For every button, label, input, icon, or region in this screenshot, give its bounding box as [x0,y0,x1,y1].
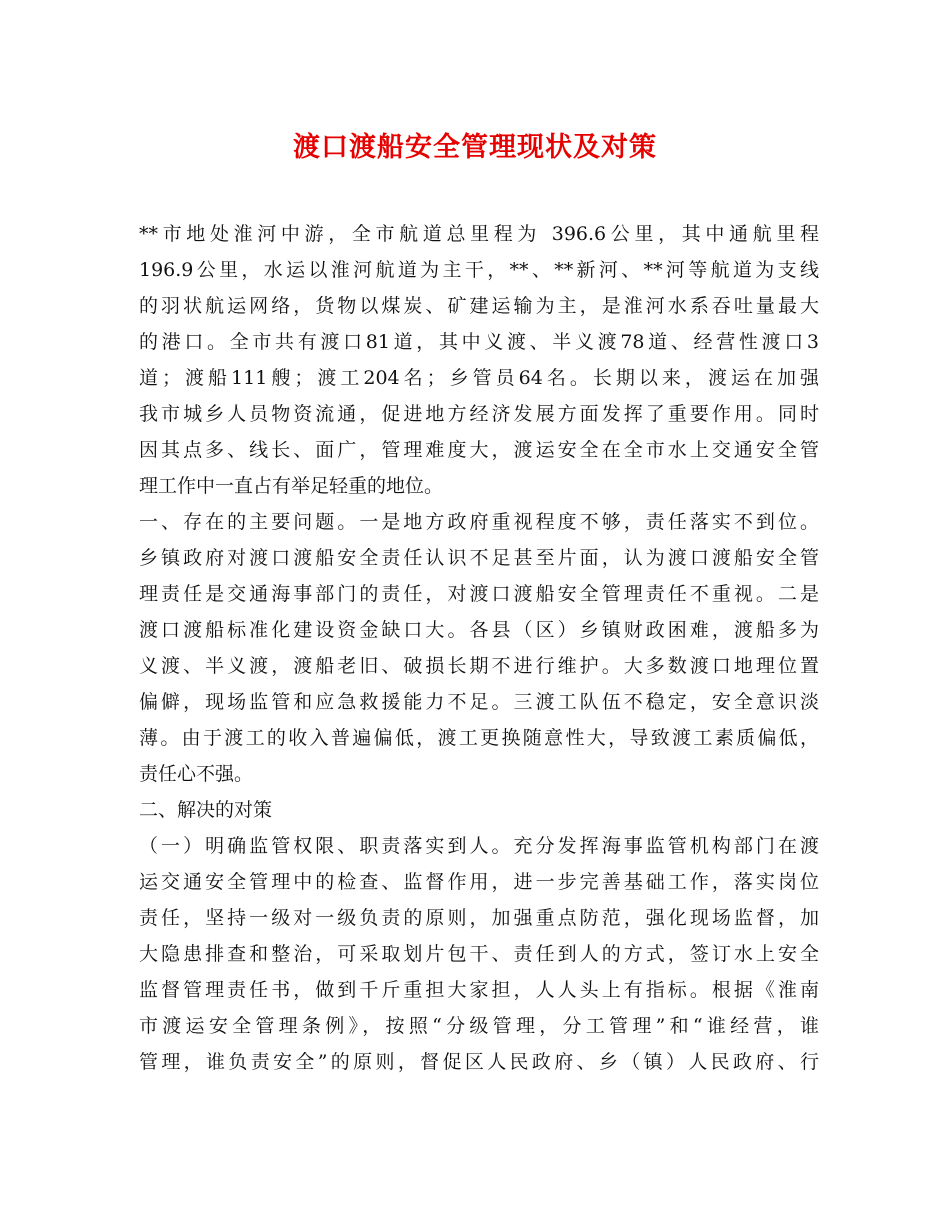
body-line: 的港口。全市共有渡口81道，其中义渡、半义渡78道、经营性渡口3 [139,331,819,353]
body-line: 责任，坚持一级对一级负责的原则，加强重点防范，强化现场监督，加 [139,907,819,929]
body-line: 道；渡船111艘；渡工204名；乡管员64名。长期以来，渡运在加强 [139,367,819,389]
body-line: 管理，谁负责安全”的原则，督促区人民政府、乡（镇）人民政府、行 [139,1051,819,1073]
body-line: 一、存在的主要问题。一是地方政府重视程度不够，责任落实不到位。 [139,511,819,533]
body-line: 理工作中一直占有举足轻重的地位。 [139,475,444,497]
body-line: 偏僻，现场监管和应急救援能力不足。三渡工队伍不稳定，安全意识淡 [139,691,819,713]
body-line: 监督管理责任书，做到千斤重担大家担，人人头上有指标。根据《淮南 [139,979,819,1001]
body-line: 市渡运安全管理条例》，按照“分级管理，分工管理”和“谁经营，谁 [139,1015,819,1037]
body-line: （一）明确监管权限、职责落实到人。充分发挥海事监管机构部门在渡 [139,835,819,857]
body-line: **市地处淮河中游，全市航道总里程为 396.6公里，其中通航里程 [139,223,819,245]
body-line: 二、解决的对策 [139,799,273,821]
document-title: 渡口渡船安全管理现状及对策 [293,132,657,163]
body-line: 乡镇政府对渡口渡船安全责任认识不足甚至片面，认为渡口渡船安全管 [139,547,819,569]
body-line: 理责任是交通海事部门的责任，对渡口渡船安全管理责任不重视。二是 [139,583,819,605]
document-body [139,216,819,1080]
body-line: 薄。由于渡工的收入普遍偏低，渡工更换随意性大，导致渡工素质偏低， [139,727,819,749]
body-line: 运交通安全管理中的检查、监督作用，进一步完善基础工作，落实岗位 [139,871,819,893]
body-line: 我市城乡人员物资流通，促进地方经济发展方面发挥了重要作用。同时 [139,403,819,425]
body-line: 渡口渡船标准化建设资金缺口大。各县（区）乡镇财政困难，渡船多为 [139,619,819,641]
body-line: 大隐患排查和整治，可采取划片包干、责任到人的方式，签订水上安全 [139,943,819,965]
body-line: 的羽状航运网络，货物以煤炭、矿建运输为主，是淮河水系吞吐量最大 [139,295,819,317]
body-line: 因其点多、线长、面广，管理难度大，渡运安全在全市水上交通安全管 [139,439,819,461]
body-line: 196.9公里，水运以淮河航道为主干，**、**新河、**河等航道为支线 [139,259,819,281]
body-line: 义渡、半义渡，渡船老旧、破损长期不进行维护。大多数渡口地理位置 [139,655,819,677]
body-line: 责任心不强。 [139,763,254,785]
